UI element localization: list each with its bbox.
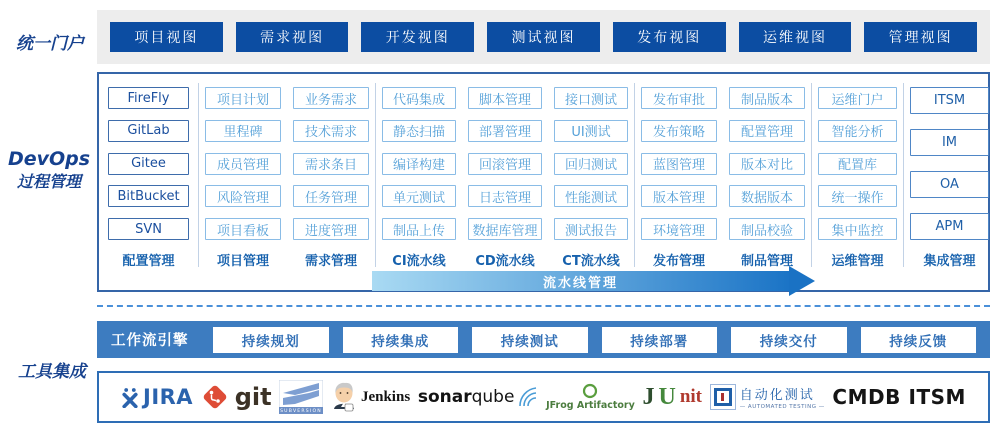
portal-view-button-1: 项目视图 (110, 22, 223, 52)
feature-box: 发布策略 (641, 120, 717, 142)
feature-box: 运维门户 (818, 87, 897, 109)
feature-box: 日志管理 (468, 185, 542, 207)
pipeline-management-arrow (372, 266, 815, 296)
process-management-panel (97, 72, 990, 292)
sonarqube-waves-icon (518, 386, 538, 408)
process-column (904, 87, 995, 290)
itsm-logo: ITSM (908, 385, 966, 409)
dashed-separator (97, 305, 990, 307)
feature-box-list (99, 87, 198, 240)
tool-logo-strip (97, 371, 990, 423)
workflow-stage-1: 持续规划 (213, 327, 329, 353)
junit-logo-j: J (642, 383, 655, 410)
sonarqube-logo (418, 386, 539, 408)
process-column (723, 87, 811, 290)
workflow-stage-4: 持续部署 (602, 327, 718, 353)
workflow-stage-2: 持续集成 (343, 327, 459, 353)
feature-box: 里程碑 (205, 120, 281, 142)
feature-box: 测试报告 (554, 218, 628, 240)
feature-box: 单元测试 (382, 185, 456, 207)
workflow-engine-bar (97, 321, 990, 358)
feature-box: 成员管理 (205, 153, 281, 175)
feature-box: 脚本管理 (468, 87, 542, 109)
jfrog-artifactory-logo (546, 383, 635, 411)
jfrog-ring-icon (582, 383, 598, 399)
junit-logo (642, 384, 702, 411)
process-column (199, 87, 287, 290)
feature-box: 数据版本 (729, 185, 805, 207)
feature-box-list (199, 87, 287, 240)
git-logo (201, 383, 272, 411)
portal-view-button-7: 管理视图 (864, 22, 977, 52)
column-label: 发布管理 (652, 254, 705, 269)
process-column (99, 87, 198, 290)
feature-box: 智能分析 (818, 120, 897, 142)
pipeline-arrow-label: 流水线管理 (372, 271, 789, 291)
automated-testing-icon (710, 384, 736, 410)
portal-view-bar (97, 10, 990, 64)
jira-logo-text: JIRA (143, 385, 194, 409)
feature-box: 制品版本 (729, 87, 805, 109)
jfrog-logo-text: JFrog Artifactory (546, 400, 635, 411)
svg-text:SUBVERSION: SUBVERSION (280, 409, 323, 414)
portal-view-button-5: 发布视图 (613, 22, 726, 52)
feature-box: 任务管理 (293, 185, 369, 207)
feature-box: 版本管理 (641, 185, 717, 207)
feature-box: FireFly (108, 87, 189, 109)
automated-testing-caption: — AUTOMATED TESTING — (739, 404, 825, 410)
process-column (548, 87, 634, 290)
column-label: CT流水线 (562, 254, 620, 269)
workflow-stage-6: 持续反馈 (861, 327, 977, 353)
workflow-stages (213, 327, 976, 353)
jenkins-logo-text: Jenkins (360, 388, 411, 405)
feature-box: 项目看板 (205, 218, 281, 240)
process-column (462, 87, 548, 290)
column-label: 配置管理 (122, 254, 175, 269)
column-label: CI流水线 (392, 254, 446, 269)
feature-box: 统一操作 (818, 185, 897, 207)
tool-integration-label: 工具集成 (18, 362, 86, 382)
portal-view-button-2: 需求视图 (236, 22, 349, 52)
feature-box: 项目计划 (205, 87, 281, 109)
jira-mark-icon (121, 387, 139, 408)
feature-box: 环境管理 (641, 218, 717, 240)
sonarqube-logo-text-light: qube (471, 387, 515, 407)
workflow-stage-3: 持续测试 (472, 327, 588, 353)
feature-box: Gitee (108, 153, 189, 175)
feature-box: SVN (108, 218, 189, 240)
feature-box: UI测试 (554, 120, 628, 142)
workflow-engine-label: 工作流引擎 (111, 333, 189, 349)
automated-testing-logo-text: 自动化测试 (739, 387, 815, 402)
feature-box: 编译构建 (382, 153, 456, 175)
feature-box: 配置管理 (729, 120, 805, 142)
process-column (812, 87, 903, 290)
feature-box: 接口测试 (554, 87, 628, 109)
devops-process-label-line1: DevOps (7, 148, 91, 170)
process-group-4 (635, 87, 811, 290)
feature-box: IM (910, 129, 989, 156)
column-label: 集成管理 (923, 254, 976, 269)
process-group-5 (812, 87, 903, 290)
column-label: 运维管理 (831, 254, 884, 269)
feature-box: 风险管理 (205, 185, 281, 207)
feature-box-list (376, 87, 462, 240)
process-group-3 (376, 87, 634, 290)
column-label: 需求管理 (304, 254, 357, 269)
feature-box: 技术需求 (293, 120, 369, 142)
process-column (376, 87, 462, 290)
feature-box: 回滚管理 (468, 153, 542, 175)
git-mark-icon (201, 383, 229, 411)
process-columns (99, 74, 988, 290)
feature-box: 制品校验 (729, 218, 805, 240)
feature-box: 集中监控 (818, 218, 897, 240)
junit-logo-u: U (658, 383, 676, 410)
feature-box: 代码集成 (382, 87, 456, 109)
jira-logo (121, 385, 193, 409)
subversion-mark-icon (279, 380, 323, 414)
feature-box-list (812, 87, 903, 240)
jenkins-logo (331, 381, 410, 413)
feature-box-list (287, 87, 375, 240)
feature-box-list (904, 87, 995, 240)
workflow-stage-5: 持续交付 (731, 327, 847, 353)
feature-box: 静态扫描 (382, 120, 456, 142)
process-group-2 (199, 87, 375, 290)
portal-view-button-6: 运维视图 (739, 22, 852, 52)
feature-box: 回归测试 (554, 153, 628, 175)
feature-box-list (462, 87, 548, 240)
feature-box: 制品上传 (382, 218, 456, 240)
process-column (635, 87, 723, 290)
feature-box: 性能测试 (554, 185, 628, 207)
devops-process-label (2, 147, 96, 192)
column-label: 项目管理 (216, 254, 269, 269)
pipeline-arrow-head-icon (789, 266, 815, 296)
feature-box: 配置库 (818, 153, 897, 175)
portal-view-button-4: 测试视图 (487, 22, 600, 52)
sonarqube-logo-text-bold: sonar (417, 387, 472, 407)
process-group-1 (99, 87, 198, 290)
feature-box: 版本对比 (729, 153, 805, 175)
feature-box-list (723, 87, 811, 240)
feature-box: 蓝图管理 (641, 153, 717, 175)
junit-logo-nit: nit (679, 386, 703, 407)
cmdb-logo: CMDB (832, 385, 901, 409)
portal-view-button-3: 开发视图 (361, 22, 474, 52)
unified-portal-label: 统一门户 (16, 34, 84, 54)
process-group-6 (904, 87, 995, 290)
automated-testing-logo (710, 384, 825, 410)
feature-box: 部署管理 (468, 120, 542, 142)
feature-box: BitBucket (108, 185, 189, 207)
feature-box: 数据库管理 (468, 218, 542, 240)
feature-box: 业务需求 (293, 87, 369, 109)
git-logo-text: git (234, 383, 272, 411)
process-column (287, 87, 375, 290)
feature-box: 进度管理 (293, 218, 369, 240)
feature-box: OA (910, 171, 989, 198)
feature-box: APM (910, 213, 989, 240)
column-label: 制品管理 (740, 254, 793, 269)
feature-box-list (635, 87, 723, 240)
feature-box: 需求条目 (293, 153, 369, 175)
devops-process-label-line2: 过程管理 (16, 171, 81, 191)
feature-box-list (548, 87, 634, 240)
column-label: CD流水线 (475, 254, 535, 269)
feature-box: GitLab (108, 120, 189, 142)
jenkins-butler-icon (331, 381, 357, 413)
feature-box: 发布审批 (641, 87, 717, 109)
subversion-logo (279, 380, 323, 414)
feature-box: ITSM (910, 87, 989, 114)
